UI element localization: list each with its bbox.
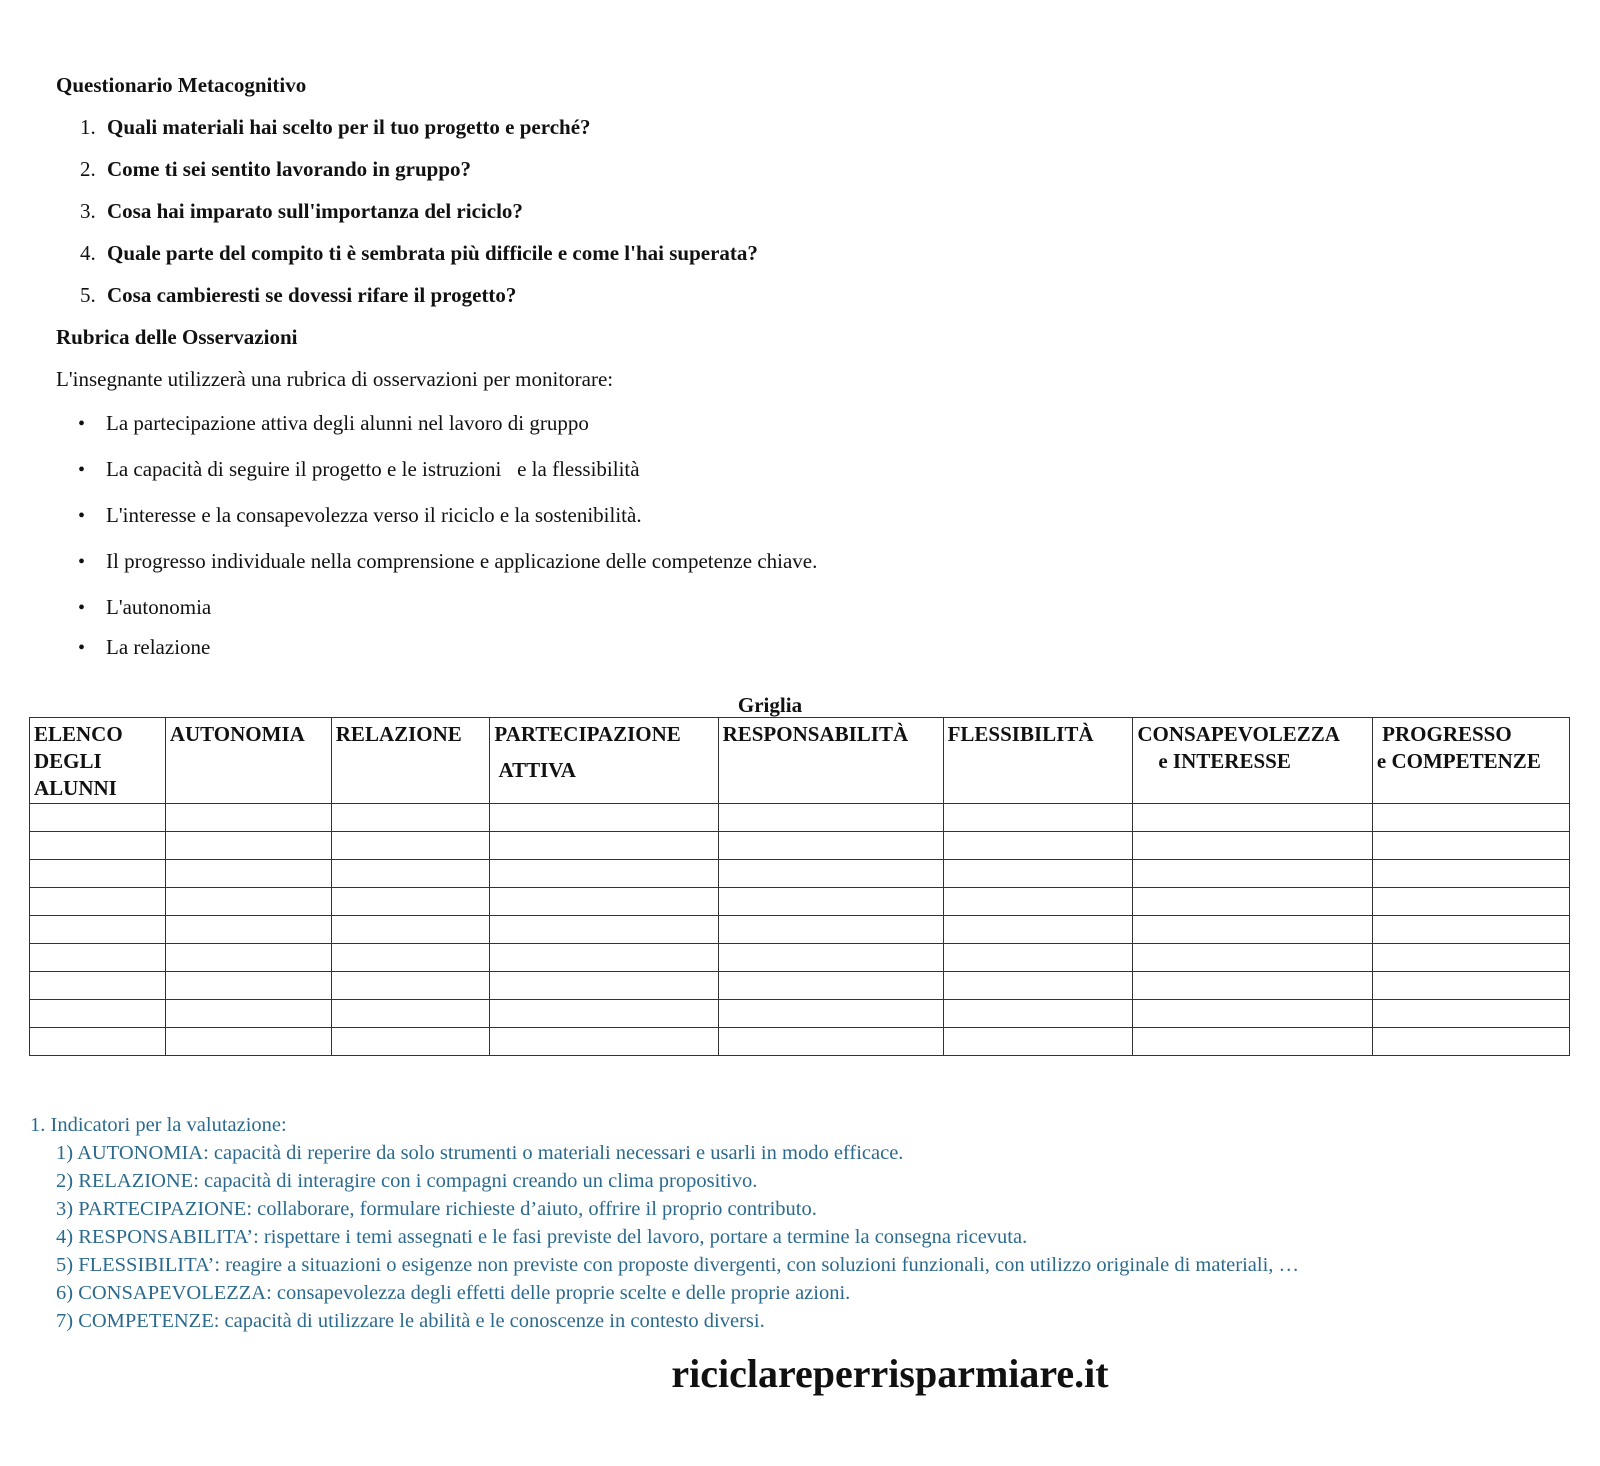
bullet-item: [78, 454, 817, 500]
indicators-section: [30, 1111, 1299, 1335]
grid-cell[interactable]: [943, 1000, 1133, 1028]
grid-cell[interactable]: [943, 1028, 1133, 1056]
bullet-item: [78, 592, 817, 632]
grid-cell[interactable]: [1133, 916, 1373, 944]
indicator-item: 7) COMPETENZE: capacità di utilizzare le abilità e le conoscenze in contesto diversi.: [56, 1310, 765, 1332]
grid-cell[interactable]: [1372, 916, 1569, 944]
grid-cell[interactable]: [490, 916, 718, 944]
grid-row: [30, 972, 1570, 1000]
column-header-partecipazione-attiva: PARTECIPAZIONE ATTIVA: [490, 718, 718, 804]
bullet-icon: •: [78, 505, 86, 527]
rubric-title: Rubrica delle Osservazioni: [56, 325, 298, 349]
grid-cell[interactable]: [30, 944, 166, 972]
grid-cell[interactable]: [490, 804, 718, 832]
grid-cell[interactable]: [165, 972, 331, 1000]
grid-cell[interactable]: [331, 916, 490, 944]
bullet-item: [78, 546, 817, 592]
column-header-responsabilita: RESPONSABILITÀ: [718, 718, 943, 804]
grid-cell[interactable]: [943, 860, 1133, 888]
grid-cell[interactable]: [30, 972, 166, 1000]
grid-cell[interactable]: [1133, 860, 1373, 888]
indicator-item: 2) RELAZIONE: capacità di interagire con i compagni creando un clima propositivo.: [56, 1170, 758, 1192]
question-number: 5.: [80, 283, 96, 307]
indicator-item: 4) RESPONSABILITA’: rispettare i temi assegnati e le fasi previste del lavoro, portare a termine la consegna ricevuta.: [56, 1226, 1028, 1248]
grid-cell[interactable]: [30, 916, 166, 944]
grid-cell[interactable]: [718, 916, 943, 944]
grid-row: [30, 1028, 1570, 1056]
bullet-text: Il progresso individuale nella comprensione e applicazione delle competenze chiave.: [106, 549, 818, 573]
grid-cell[interactable]: [30, 888, 166, 916]
bullet-text: La partecipazione attiva degli alunni nel lavoro di gruppo: [106, 411, 589, 435]
column-header-flessibilita: FLESSIBILITÀ: [943, 718, 1133, 804]
grid-cell[interactable]: [331, 860, 490, 888]
question-item: [80, 196, 758, 238]
column-header-relazione: RELAZIONE: [331, 718, 490, 804]
grid-title: Griglia: [737, 693, 803, 717]
grid-cell[interactable]: [1372, 972, 1569, 1000]
question-text: Quali materiali hai scelto per il tuo progetto e perché?: [107, 115, 591, 139]
grid-cell[interactable]: [1133, 944, 1373, 972]
grid-cell[interactable]: [1372, 832, 1569, 860]
grid-body: [30, 804, 1570, 1056]
grid-cell[interactable]: [1133, 888, 1373, 916]
grid-cell[interactable]: [718, 860, 943, 888]
bullet-icon: •: [78, 597, 86, 619]
question-item: [80, 154, 758, 196]
bullet-icon: •: [78, 459, 86, 481]
question-number: 4.: [80, 241, 96, 265]
bullet-text: La capacità di seguire il progetto e le istruzioni e la flessibilità: [106, 457, 640, 481]
grid-cell[interactable]: [331, 1000, 490, 1028]
grid-cell[interactable]: [331, 972, 490, 1000]
grid-cell[interactable]: [718, 832, 943, 860]
grid-cell[interactable]: [1372, 860, 1569, 888]
grid-cell[interactable]: [490, 888, 718, 916]
grid-cell[interactable]: [1372, 804, 1569, 832]
grid-cell[interactable]: [30, 1028, 166, 1056]
grid-cell[interactable]: [718, 972, 943, 1000]
grid-cell[interactable]: [490, 944, 718, 972]
column-header-autonomia: AUTONOMIA: [165, 718, 331, 804]
grid-cell[interactable]: [165, 916, 331, 944]
bullet-item: [78, 408, 817, 454]
grid-cell[interactable]: [943, 804, 1133, 832]
grid-cell[interactable]: [30, 1000, 166, 1028]
question-item: [80, 280, 758, 322]
question-number: 2.: [80, 157, 96, 181]
bullet-item: [78, 632, 817, 678]
grid-cell[interactable]: [490, 972, 718, 1000]
grid-cell[interactable]: [331, 832, 490, 860]
grid-header-row: [30, 718, 1570, 804]
observation-grid-table: [29, 717, 1570, 1056]
grid-cell[interactable]: [165, 1028, 331, 1056]
grid-cell[interactable]: [1133, 1028, 1373, 1056]
grid-cell[interactable]: [943, 916, 1133, 944]
grid-cell[interactable]: [490, 860, 718, 888]
grid-row: [30, 860, 1570, 888]
grid-row: [30, 804, 1570, 832]
grid-cell[interactable]: [943, 832, 1133, 860]
bullet-icon: •: [78, 551, 86, 573]
column-header-consapevolezza-interesse: CONSAPEVOLEZZA e INTERESSE: [1133, 718, 1373, 804]
grid-row: [30, 916, 1570, 944]
grid-cell[interactable]: [30, 804, 166, 832]
bullet-text: La relazione: [106, 635, 211, 659]
grid-cell[interactable]: [165, 860, 331, 888]
grid-cell[interactable]: [718, 888, 943, 916]
question-item: [80, 238, 758, 280]
bullet-item: [78, 500, 817, 546]
column-header-progresso-competenze: PROGRESSO e COMPETENZE: [1372, 718, 1569, 804]
indicator-item: 6) CONSAPEVOLEZZA: consapevolezza degli effetti delle proprie scelte e delle proprie azioni.: [56, 1282, 851, 1304]
grid-cell[interactable]: [1372, 1000, 1569, 1028]
grid-cell[interactable]: [331, 1028, 490, 1056]
grid-cell[interactable]: [30, 832, 166, 860]
bullet-text: L'interesse e la consapevolezza verso il riciclo e la sostenibilità.: [106, 503, 642, 527]
grid-cell[interactable]: [1133, 804, 1373, 832]
column-header-elenco-alunni: ELENCO DEGLI ALUNNI: [30, 718, 166, 804]
grid-cell[interactable]: [943, 944, 1133, 972]
grid-cell[interactable]: [331, 804, 490, 832]
grid-cell[interactable]: [1372, 944, 1569, 972]
indicators-heading: 1. Indicatori per la valutazione:: [30, 1114, 287, 1136]
question-item: [80, 112, 758, 154]
question-number: 3.: [80, 199, 96, 223]
grid-cell[interactable]: [165, 888, 331, 916]
grid-cell[interactable]: [1133, 832, 1373, 860]
questionnaire-title: Questionario Metacognitivo: [56, 73, 307, 97]
grid-row: [30, 888, 1570, 916]
rubric-intro: L'insegnante utilizzerà una rubrica di osservazioni per monitorare:: [56, 367, 614, 391]
grid-cell[interactable]: [718, 1000, 943, 1028]
indicator-item: 5) FLESSIBILITA’: reagire a situazioni o esigenze non previste con proposte divergenti, con soluzioni funzionali, con utilizzo originale di materiali, …: [56, 1254, 1300, 1276]
bullet-icon: •: [78, 637, 86, 659]
grid-cell[interactable]: [1372, 1028, 1569, 1056]
grid-cell[interactable]: [331, 944, 490, 972]
grid-cell[interactable]: [1133, 1000, 1373, 1028]
question-text: Cosa cambieresti se dovessi rifare il progetto?: [107, 283, 517, 307]
grid-row: [30, 944, 1570, 972]
grid-row: [30, 1000, 1570, 1028]
grid-cell[interactable]: [30, 860, 166, 888]
indicator-item: 1) AUTONOMIA: capacità di reperire da solo strumenti o materiali necessari e usarli in modo efficace.: [56, 1142, 904, 1164]
grid-cell[interactable]: [165, 832, 331, 860]
grid-cell[interactable]: [490, 1000, 718, 1028]
grid-cell[interactable]: [490, 832, 718, 860]
grid-cell[interactable]: [1372, 888, 1569, 916]
rubric-bullet-list: [78, 408, 817, 678]
question-text: Come ti sei sentito lavorando in gruppo?: [107, 157, 472, 181]
question-number: 1.: [80, 115, 96, 139]
grid-cell[interactable]: [718, 804, 943, 832]
grid-cell[interactable]: [165, 804, 331, 832]
grid-row: [30, 832, 1570, 860]
bullet-text: L'autonomia: [106, 595, 212, 619]
grid-cell[interactable]: [165, 1000, 331, 1028]
question-text: Cosa hai imparato sull'importanza del riciclo?: [107, 199, 523, 223]
question-text: Quale parte del compito ti è sembrata più difficile e come l'hai superata?: [107, 241, 758, 265]
footer-site-name: riciclareperrisparmiare.it: [671, 1351, 1109, 1396]
grid-cell[interactable]: [943, 972, 1133, 1000]
indicator-item: 3) PARTECIPAZIONE: collaborare, formulare richieste d’aiuto, offrire il proprio contributo.: [56, 1198, 817, 1220]
grid-cell[interactable]: [490, 1028, 718, 1056]
grid-cell[interactable]: [718, 944, 943, 972]
bullet-icon: •: [78, 413, 86, 435]
grid-cell[interactable]: [165, 944, 331, 972]
grid-cell[interactable]: [943, 888, 1133, 916]
grid-cell[interactable]: [718, 1028, 943, 1056]
grid-cell[interactable]: [1133, 972, 1373, 1000]
questions-list: [80, 112, 758, 322]
grid-cell[interactable]: [331, 888, 490, 916]
